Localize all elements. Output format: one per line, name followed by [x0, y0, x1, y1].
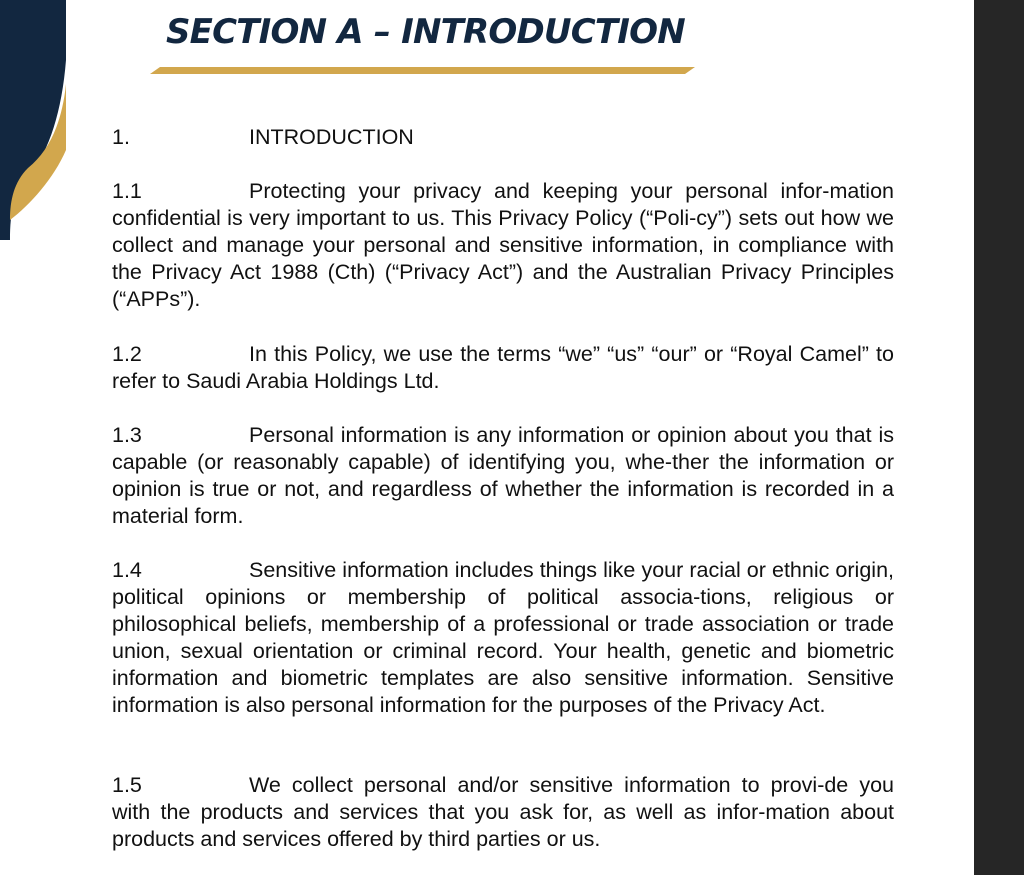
- clause-1-heading: [112, 124, 894, 151]
- clause-1-5: [112, 772, 894, 853]
- page-corner-decoration: [0, 0, 70, 240]
- section-title: SECTION A – INTRODUCTION: [166, 12, 685, 52]
- clause-number: 1.4: [112, 558, 142, 582]
- title-underline: [150, 67, 695, 75]
- clause-text: We collect personal and/or sensitive information to provi-de you with the products and services that you ask for, as well as infor-mation about products and services offered by third parties or us.: [112, 773, 894, 851]
- viewer-scroll-gutter[interactable]: [974, 0, 1024, 875]
- clause-number: 1.3: [112, 423, 142, 447]
- clause-text: Protecting your privacy and keeping your personal infor-mation confidential is very important to us. This Privacy Policy (“Poli-cy”) sets out how we collect and manage your personal and sensitive information, in compliance with the Privacy Act 1988 (Cth) (“Privacy Act”) and the Australian Privacy Principles (“APPs”).: [112, 179, 894, 311]
- clause-text: Personal information is any information or opinion about you that is capable (or reasonably capable) of identifying you, whe-ther the information or opinion is true or not, and regardless of whether the information is recorded in a material form.: [112, 423, 894, 528]
- clause-number: 1.5: [112, 773, 142, 797]
- clause-text: Sensitive information includes things like your racial or ethnic origin, political opinions or membership of political associa-tions, religious or philosophical beliefs, membership of a professional or trade association or trade union, sexual orientation or criminal record. Your health, genetic and biometric information and biometric templates are also sensitive information. Sensitive information is also personal information for the purposes of the Privacy Act.: [112, 558, 894, 717]
- clause-number: 1.2: [112, 342, 142, 366]
- clause-1-3: [112, 422, 894, 530]
- clause-text: INTRODUCTION: [249, 125, 414, 149]
- clause-1-1: [112, 178, 894, 313]
- clause-1-4: [112, 557, 894, 719]
- clause-text: In this Policy, we use the terms “we” “us” “our” or “Royal Camel” to refer to Saudi Arabia Holdings Ltd.: [112, 342, 894, 393]
- clause-number: 1.: [112, 125, 130, 149]
- clause-number: 1.1: [112, 179, 142, 203]
- clause-1-2: [112, 341, 894, 395]
